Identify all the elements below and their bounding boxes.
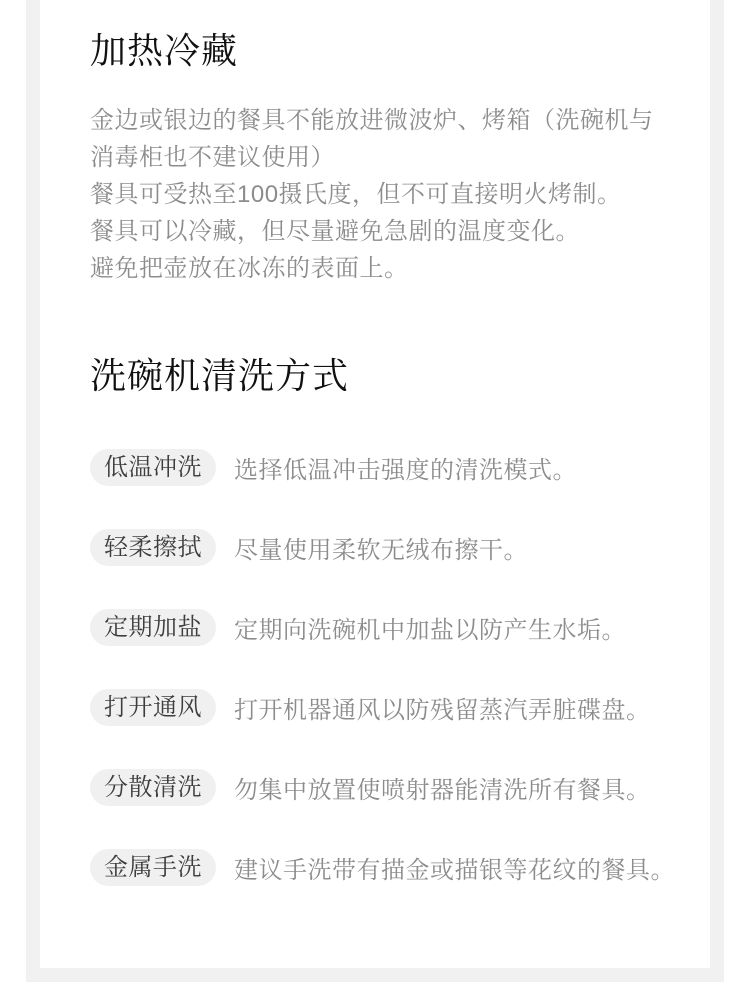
tag-pill-regular-salt: 定期加盐 [90,609,216,646]
tag-pill-low-temp-rinse: 低温冲洗 [90,449,216,486]
tag-description: 建议手洗带有描金或描银等花纹的餐具。 [234,857,675,884]
list-item [90,689,664,726]
heating-paragraphs [90,102,664,287]
tag-pill-spread-out-wash: 分散清洗 [90,769,216,806]
section-title-dishwasher-method: 洗碗机清洗方式 [90,355,350,396]
list-item [90,769,664,806]
tag-pill-gentle-wipe: 轻柔擦拭 [90,529,216,566]
paragraph-line: 避免把壶放在冰冻的表面上。 [90,255,409,282]
tag-description: 尽量使用柔软无绒布擦干。 [234,537,528,564]
paragraph-line: 餐具可受热至100摄氏度，但不可直接明火烤制。 [90,181,622,208]
tag-description: 打开机器通风以防残留蒸汽弄脏碟盘。 [234,697,651,724]
list-item [90,609,664,646]
content-card [40,0,710,968]
card-inner [40,0,710,886]
paragraph-line: 餐具可以冷藏，但尽量避免急剧的温度变化。 [90,218,580,245]
dishwasher-tips-list [90,449,675,886]
tag-pill-metal-hand-wash: 金属手洗 [90,849,216,886]
tag-pill-open-ventilation: 打开通风 [90,689,216,726]
paragraph-line: 金边或银边的餐具不能放进微波炉、烤箱（洗碗机与消毒柜也不建议使用） [90,107,654,171]
tag-description: 勿集中放置使喷射器能清洗所有餐具。 [234,777,651,804]
tag-description: 选择低温冲击强度的清洗模式。 [234,457,577,484]
tag-description: 定期向洗碗机中加盐以防产生水垢。 [234,617,626,644]
section-title-heating-refrigeration: 加热冷藏 [90,30,239,71]
list-item [90,449,664,486]
list-item [90,529,664,566]
list-item [90,849,675,886]
